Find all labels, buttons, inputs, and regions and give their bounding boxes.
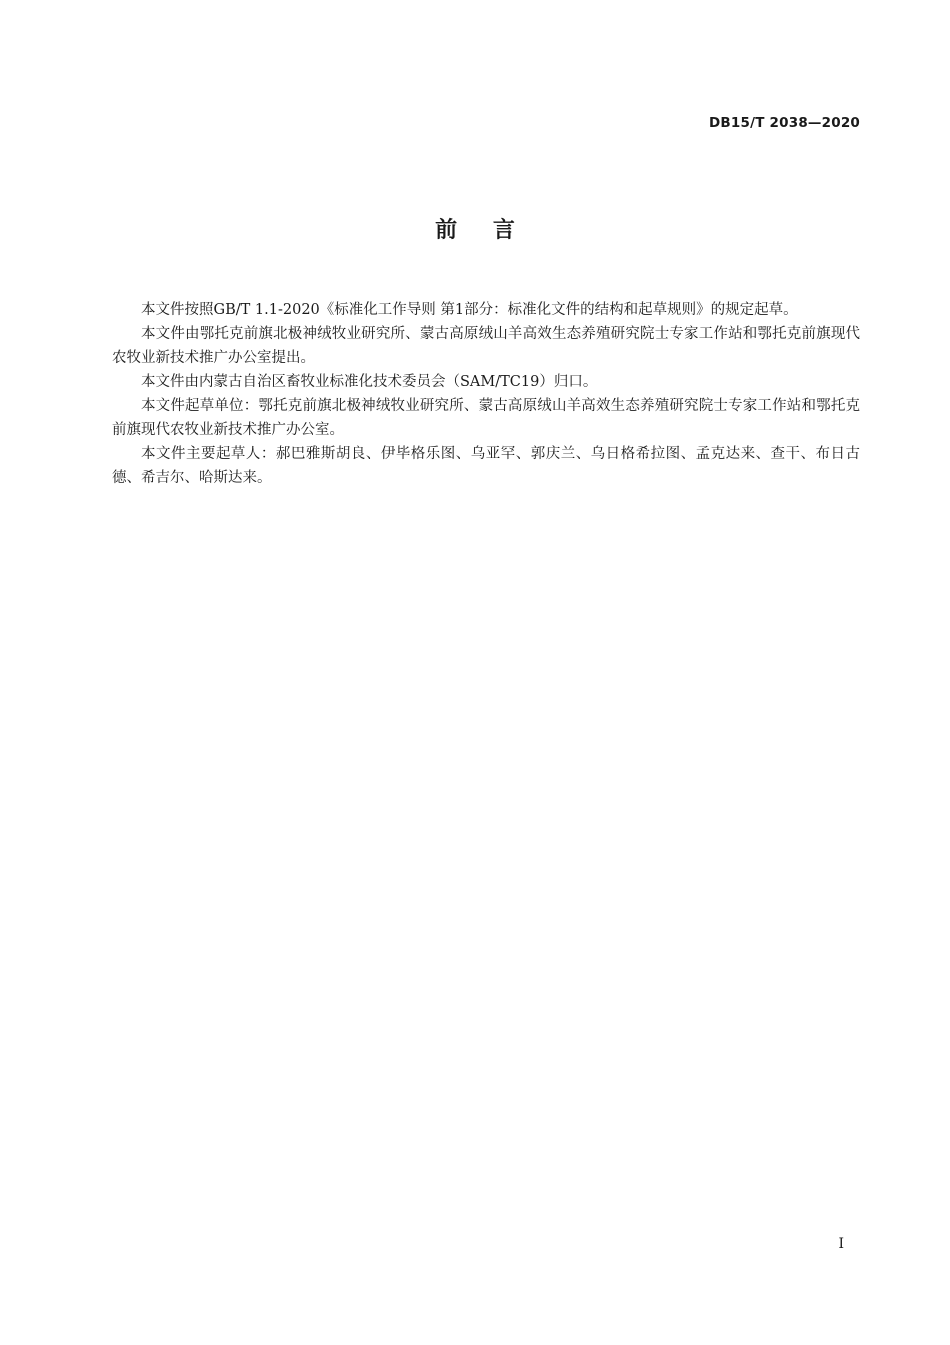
- paragraph-drafting-units: 本文件起草单位：鄂托克前旗北极神绒牧业研究所、蒙古高原绒山羊高效生态养殖研究院士专家工作站和鄂托克前旗现代农牧业新技术推广办公室。: [112, 398, 860, 438]
- standard-code: DB15/T 2038—2020: [709, 115, 860, 131]
- foreword-body: [112, 298, 860, 490]
- page-title: 前 言: [435, 218, 529, 243]
- paragraph-drafters: 本文件主要起草人：郝巴雅斯胡良、伊毕格乐图、乌亚罕、郭庆兰、乌日格希拉图、孟克达来、查干、布日古德、希吉尔、哈斯达来。: [112, 446, 860, 486]
- paragraph-proposer: 本文件由鄂托克前旗北极神绒牧业研究所、蒙古高原绒山羊高效生态养殖研究院士专家工作站和鄂托克前旗现代农牧业新技术推广办公室提出。: [112, 326, 860, 366]
- paragraph-administrator: 本文件由内蒙古自治区畜牧业标准化技术委员会（SAM/TC19）归口。: [141, 374, 598, 390]
- page-number: I: [838, 1236, 844, 1252]
- paragraph-drafting-rules: 本文件按照GB/T 1.1-2020《标准化工作导则 第1部分：标准化文件的结构和起草规则》的规定起草。: [141, 302, 798, 318]
